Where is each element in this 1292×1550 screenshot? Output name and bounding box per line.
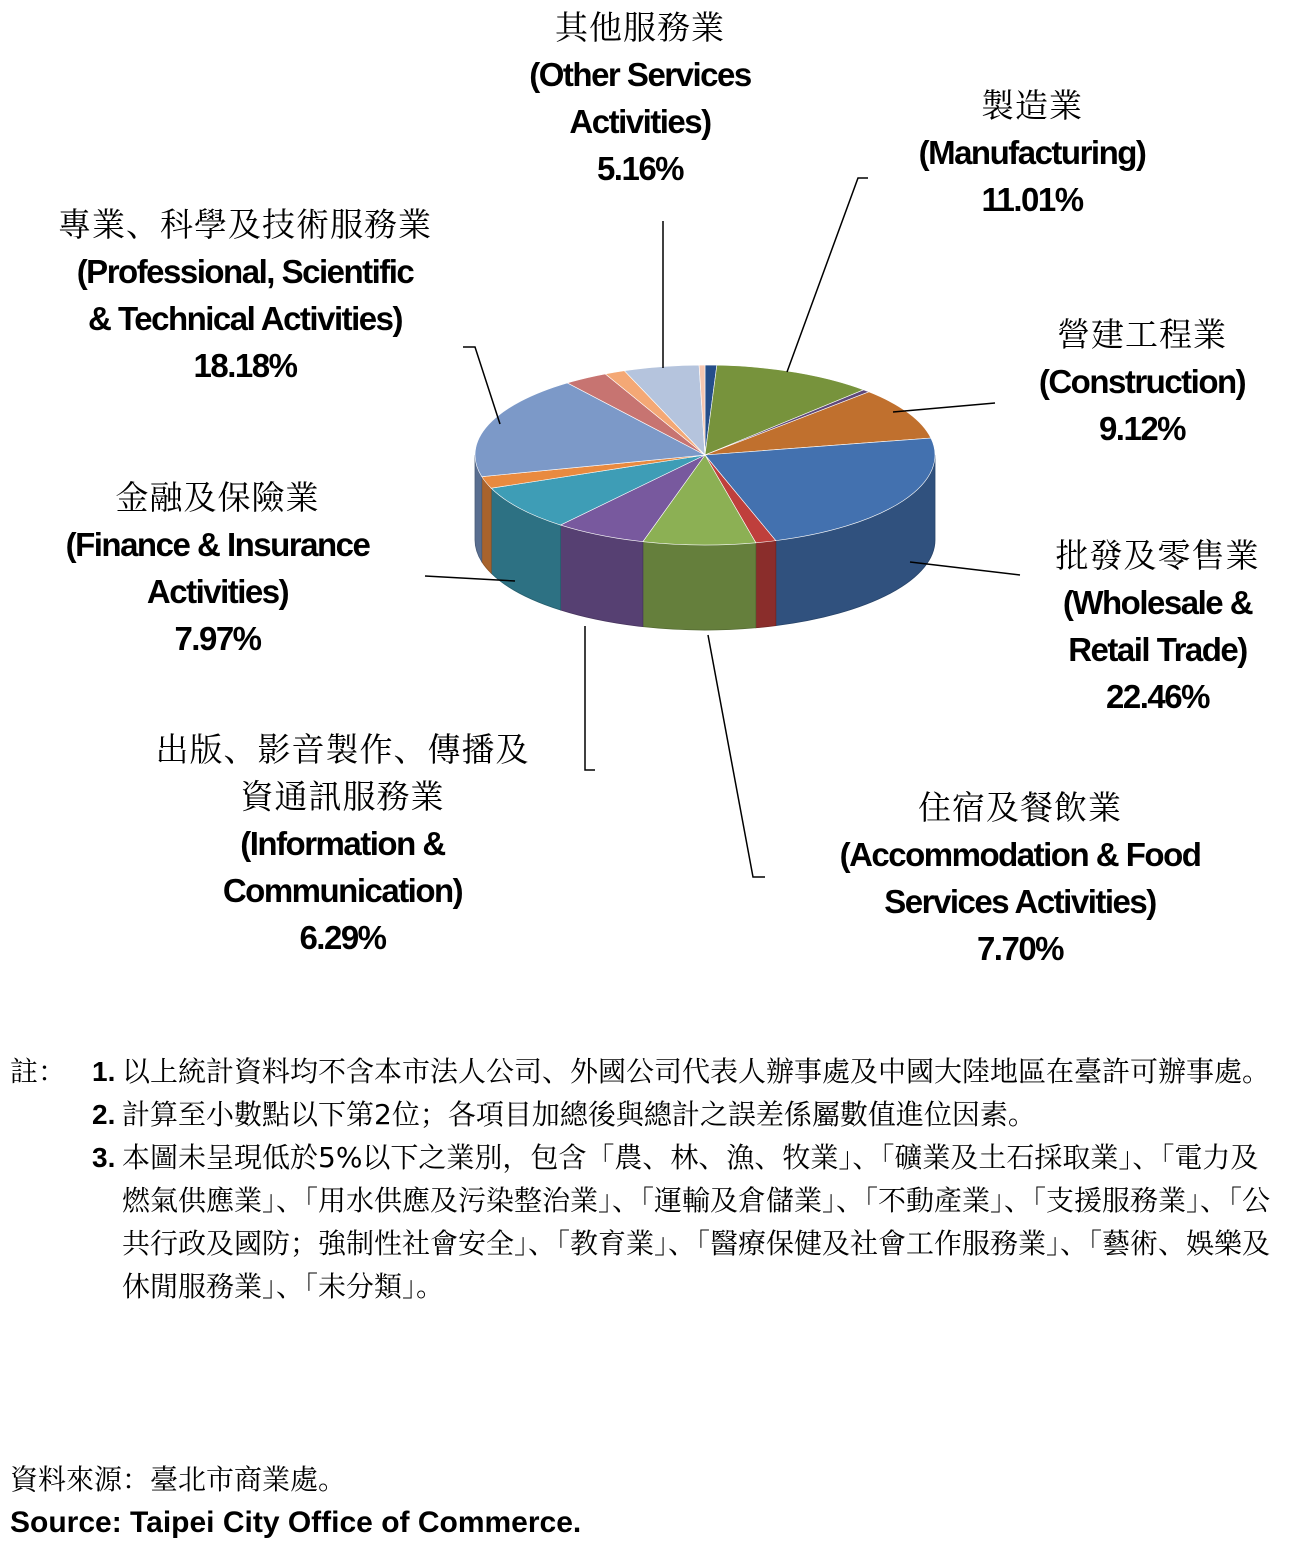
leader-accommodation: [708, 635, 765, 877]
label-zh: 資通訊服務業: [240, 777, 445, 816]
footnote-number: 3.: [92, 1142, 116, 1173]
footnote-3: [10, 1136, 1285, 1308]
label-en: (Construction): [1038, 363, 1246, 400]
label-percent: 11.01%: [981, 181, 1083, 218]
footnote-text: 本圖未呈現低於5%以下之業別，包含「農、林、漁、牧業」、「礦業及土石採取業」、「電力及燃氣供應業」、「用水供應及污染整治業」、「運輸及倉儲業」、「不動產業」、「支援服務業」、「公共行政及國防；強制性社會安全」、「教育業」、「醫療保健及社會工作服務業」、「藝術、娛樂及休閒服務業」、「未分類」。: [122, 1141, 1271, 1303]
label-zh: 專業、科學及技術服務業: [58, 205, 432, 244]
leader-manufacturing: [787, 178, 868, 372]
label-zh: 製造業: [981, 86, 1083, 125]
label-zh: 營建工程業: [1057, 315, 1227, 354]
label-manufacturing: [862, 82, 1202, 223]
source-zh: 資料來源：臺北市商業處。: [10, 1463, 347, 1496]
label-en: (Wholesale &: [1062, 584, 1253, 621]
source-en: Source: Taipei City Office of Commerce.: [10, 1506, 582, 1539]
label-en: (Other Services: [529, 56, 751, 93]
label-percent: 5.16%: [596, 150, 684, 187]
label-percent: 6.29%: [299, 919, 386, 956]
label-en: Activities): [146, 573, 289, 610]
footnote-text: 計算至小數點以下第2位；各項目加總後與總計之誤差係屬數值進位因素。: [122, 1098, 1036, 1131]
label-zh: 其他服務業: [555, 8, 725, 47]
label-percent: 7.70%: [976, 930, 1064, 967]
label-zh: 金融及保險業: [115, 478, 320, 517]
leader-construction: [893, 403, 995, 412]
label-other-services: [455, 4, 825, 192]
label-zh: 住宿及餐飲業: [918, 788, 1122, 827]
pie-side-s9: [482, 477, 492, 574]
footnotes: [10, 1050, 1285, 1308]
label-accommodation: [760, 784, 1280, 972]
footnote-1: [10, 1050, 1285, 1093]
label-information: [95, 726, 590, 961]
label-percent: 22.46%: [1106, 678, 1209, 715]
pie-side-s5: [756, 541, 776, 628]
footnote-prefix: 註：: [10, 1055, 67, 1088]
leader-wholesale: [910, 562, 1020, 575]
footnote-number: 2.: [92, 1099, 116, 1130]
label-wholesale: [1015, 532, 1292, 720]
label-en: (Manufacturing): [918, 134, 1146, 171]
label-en: Activities): [569, 103, 711, 140]
label-en: (Accommodation & Food: [839, 836, 1201, 873]
label-en: & Technical Activities): [88, 300, 402, 337]
footnote-text: 以上統計資料均不含本市法人公司、外國公司代表人辦事處及中國大陸地區在臺許可辦事處。: [122, 1055, 1271, 1088]
label-zh: 出版、影音製作、傳播及: [155, 730, 530, 769]
label-en: Services Activities): [884, 883, 1156, 920]
label-percent: 9.12%: [1098, 410, 1186, 447]
label-en: (Finance & Insurance: [65, 526, 370, 563]
label-percent: 18.18%: [193, 347, 297, 384]
label-zh: 批發及零售業: [1055, 536, 1260, 575]
label-professional: [0, 201, 490, 389]
pie-side-accommodation: [643, 542, 756, 630]
label-en: (Information &: [240, 825, 445, 862]
label-en: Retail Trade): [1068, 631, 1247, 668]
label-construction: [992, 311, 1292, 452]
label-finance: [0, 474, 435, 662]
label-en: Communication): [222, 872, 463, 909]
footnote-2: [10, 1093, 1285, 1136]
label-en: (Professional, Scientific: [76, 253, 414, 290]
label-percent: 7.97%: [174, 620, 261, 657]
footnote-number: 1.: [92, 1056, 116, 1087]
